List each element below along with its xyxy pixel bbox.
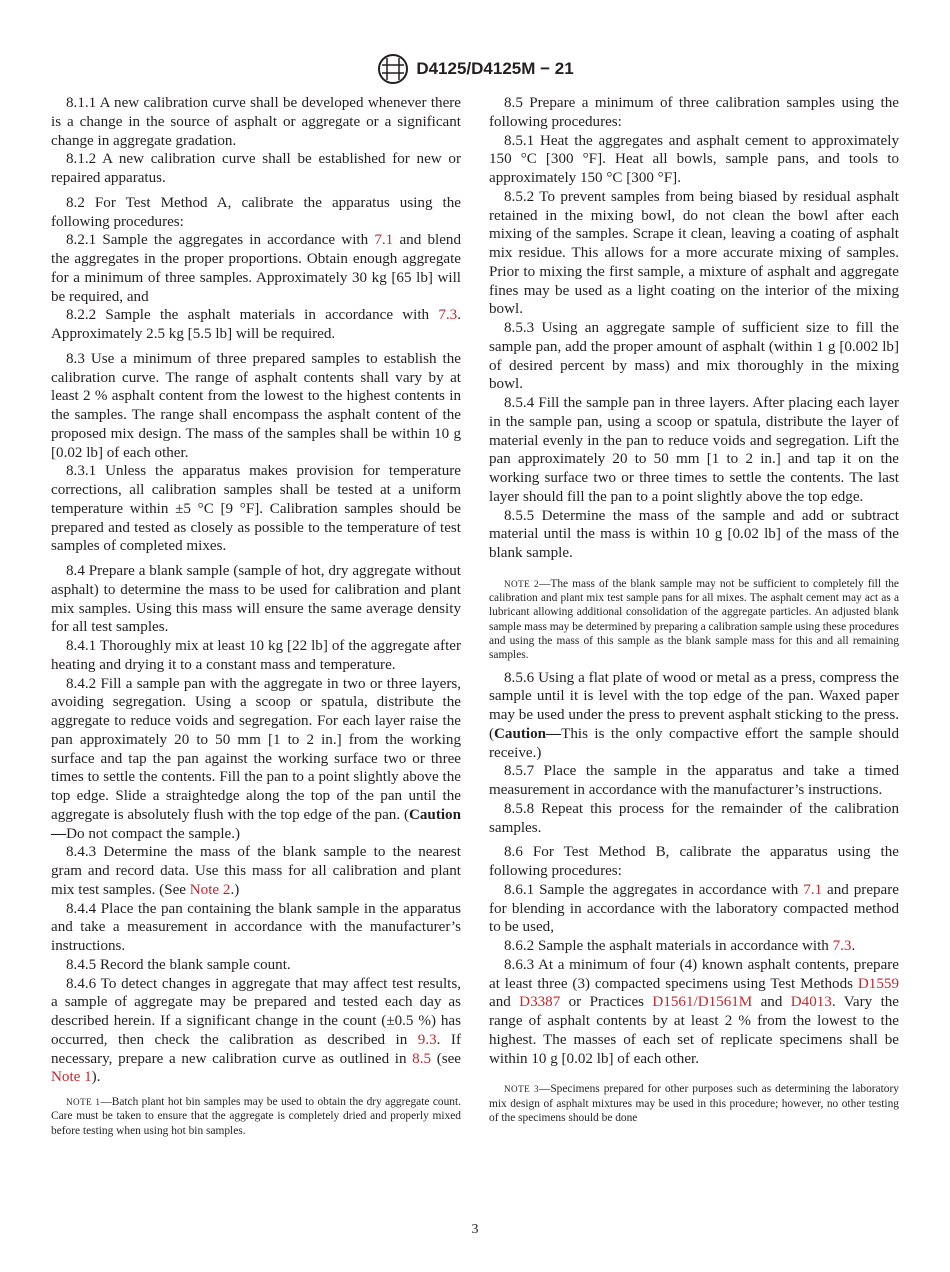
caution-label: Caution— [51,806,461,842]
page-number: 3 [471,1222,479,1237]
astm-logo-icon [376,52,410,86]
para-8-5-4: 8.5.4 Fill the sample pan in three layers. After placing each layer in the sample pan, using a scoop or spatula, distribute the layer of material evenly in the pan to reduce voids and segregation. Lift the pan approximately 20 to 50 mm [1 to 2 in.] and tap it on the working surface two or three times to settle the contents. The last layer should fill the pan to a point slightly above the top edge. [489,395,899,505]
link-7-3[interactable]: 7.3 [832,938,852,955]
para-8-4-2: 8.4.2 Fill a sample pan with the aggregate in two or three layers, avoiding segregation. Using a scoop or spatula, distribute the aggregate to reduce voids and segregation. For each layer raise the pan approximately 20 to 50 mm [1 to 2 in.] from the working surface and tap the pan against the working surface two or three times to settle the contents. Fill the pan to a point slightly above the top edge. Slide a straightedge along the top of the pan until the aggregate is absolutely flush with the top edge of the pan. (Caution—Do not compact the sample.) [51,675,461,842]
note-2: NOTE 2—The mass of the blank sample may not be sufficient to completely fill the calibration and plant mix test sample pans for all mixes. The asphalt cement may act as a lubricant allowing additional consolidation of the aggregate particles. An adjusted blank sample mass may be determined by preparing a calibration sample using these procedures and using the mass of this sample as the blank sample mass for this and all remaining samples. [489,577,899,662]
para-8-5: 8.5 Prepare a minimum of three calibration samples using the following procedures: [489,95,899,130]
page-header [0,52,950,86]
link-7-1[interactable]: 7.1 [803,881,823,898]
para-8-1-1: 8.1.1 A new calibration curve shall be developed whenever there is a change in the source of asphalt or aggregate or a significant change in aggregate gradation. [51,95,461,149]
note-label: NOTE 2 [504,578,539,589]
link-note-1[interactable]: Note 1 [51,1069,92,1086]
para-8-1-2: 8.1.2 A new calibration curve shall be established for new or repaired apparatus. [51,151,461,186]
link-d4013[interactable]: D4013 [790,994,832,1011]
para-8-4-1: 8.4.1 Thoroughly mix at least 10 kg [22 lb] of the aggregate after heating and drying it to a constant mass and temperature. [51,638,461,673]
link-d1559[interactable]: D1559 [857,975,899,992]
para-8-6: 8.6 For Test Method B, calibrate the apparatus using the following procedures: [489,844,899,880]
para-8-5-1: 8.5.1 Heat the aggregates and asphalt cement to approximately 150 °C [300 °F]. Heat all bowls, sample pans, and tools to approximately 150 °C [300 °F]. [489,132,899,186]
note-label: NOTE 1 [66,1097,101,1107]
para-8-6-2: 8.6.2 Sample the asphalt materials in accordance with 7.3. [504,938,856,955]
para-8-5-7: 8.5.7 Place the sample in the apparatus and take a timed measurement in accordance with the manufacturer’s instructions. [489,763,899,799]
para-8-4-6: 8.4.6 To detect changes in aggregate that may affect test results, a sample of aggregate may be prepared and tested each day as described herein. If a significant change in the count (±0.5 %) has occurred, then check the calibration as described in 9.3. If necessary, prepare a new calibration curve as outlined in 8.5 (see Note 1). [51,975,461,1086]
para-8-6-1: 8.6.1 Sample the aggregates in accordance with 7.1 and prepare for blending in accordance with the laboratory compacted method to be used, [489,881,899,936]
note-1: NOTE 1—Batch plant hot bin samples may be used to obtain the dry aggregate count. Care must be taken to ensure that the aggregate is completely dried and properly mixed before testing when using hot bin samples. [51,1096,461,1137]
para-8-3: 8.3 Use a minimum of three prepared samples to establish the calibration curve. The range of asphalt contents shall vary by at least 2 % asphalt content from the lowest to the highest contents in the samples. The range shall encompass the asphalt content of the proposed mix design. The mass of the samples shall be within 10 g [0.02 lb] of each other. [51,350,461,461]
link-7-1[interactable]: 7.1 [374,232,394,249]
link-d3387[interactable]: D3387 [519,994,561,1011]
link-9-3[interactable]: 9.3 [417,1031,437,1048]
para-8-5-5: 8.5.5 Determine the mass of the sample and add or subtract material until the mass is within 10 g [0.02 lb] of the mass of the blank sample. [489,507,899,561]
para-8-5-3: 8.5.3 Using an aggregate sample of sufficient size to fill the sample pan, add the proper amount of asphalt (within 1 g [0.002 lb] of desired percent by mass) and mix thoroughly in the mixing bowl. [489,320,899,393]
para-8-6-3: 8.6.3 At a minimum of four (4) known asphalt contents, prepare at least three (3) compacted specimens using Test Methods D1559 and D3387 or Practices D1561/D1561M and D4013. Vary the range of asphalt contents by at least 2 % from the lowest to the highest. The masses of each set of replicate specimens shall be within 10 g [0.02 lb] of each other. [489,956,900,1067]
para-8-2-2: 8.2.2 Sample the asphalt materials in accordance with 7.3. Approximately 2.5 kg [5.5 lb] will be required. [51,307,461,342]
note-3: NOTE 3—Specimens prepared for other purposes such as determining the laboratory mix design of asphalt mixtures may be used in this procedure; however, no other testing of the specimens should be done [489,1083,899,1124]
link-7-3[interactable]: 7.3 [438,307,458,324]
para-8-5-8: 8.5.8 Repeat this process for the remainder of the calibration samples. [489,800,899,836]
link-note-2[interactable]: Note 2 [189,881,231,898]
para-8-2: 8.2 For Test Method A, calibrate the apparatus using the following procedures: [51,194,461,230]
link-8-5[interactable]: 8.5 [412,1050,432,1067]
para-8-5-6: 8.5.6 Using a flat plate of wood or metal as a press, compress the sample until it is level with the top edge of the pan. Waxed paper may be used under the press to prevent asphalt sticking to the press. (Caution—This is the only compactive effort the sample should receive.) [489,669,899,761]
para-8-2-1: 8.2.1 Sample the aggregates in accordance with 7.1 and blend the aggregates in the proper proportions. Obtain enough aggregate for a minimum of three samples. Approximately 30 kg [65 lb] will be required, and [51,232,461,305]
para-8-3-1: 8.3.1 Unless the apparatus makes provision for temperature corrections, all calibration samples shall be tested at a uniform temperature within ±5 °C [9 °F]. Calibration samples should be prepared and tested as closely as possible to the temperature of test samples of completed mixes. [51,463,461,555]
para-8-4-3: 8.4.3 Determine the mass of the blank sample to the nearest gram and record data. Use this mass for all calibration and plant mix test samples. (See Note 2.) [51,844,461,898]
para-8-4-5: 8.4.5 Record the blank sample count. [66,956,291,973]
left-column [51,94,461,1144]
note-label: NOTE 3 [504,1084,539,1095]
para-8-4-4: 8.4.4 Place the pan containing the blank sample in the apparatus and take a measurement in accordance with the manufacturer’s instructions. [51,900,461,954]
link-d1561[interactable]: D1561/D1561M [652,994,753,1011]
caution-label: Caution— [494,725,562,742]
para-8-4: 8.4 Prepare a blank sample (sample of hot, dry aggregate without asphalt) to determine the mass to be used for calibration and plant mix samples. Using this mass will ensure the same average density for all test samples. [51,563,461,636]
para-8-5-2: 8.5.2 To prevent samples from being biased by residual asphalt retained in the mixing bowl, do not clean the bowl after each mixing of the samples. Scrape it clean, leaving a coating of asphalt mix residue. This allows for a more accurate mixing of samples. Prior to mixing the first sample, a mixture of asphalt and aggregate fines may be used as a light coating on the interior of the mixing bowl. [489,188,899,318]
standard-designation: D4125/D4125M − 21 [416,59,574,78]
right-column [489,94,899,1131]
